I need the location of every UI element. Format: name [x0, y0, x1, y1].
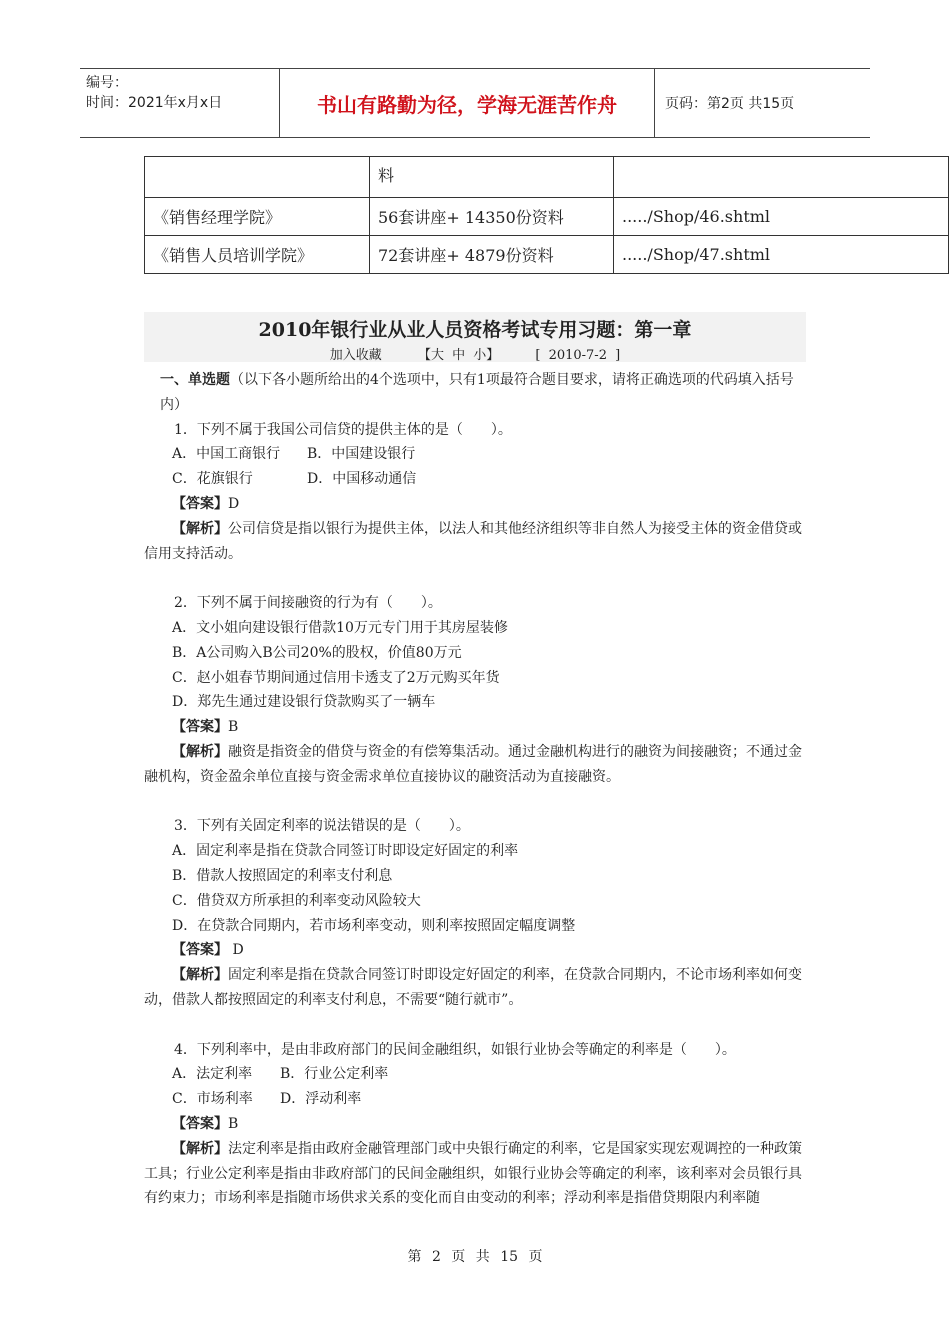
analysis-label: 【解析】	[172, 743, 228, 760]
page-header	[80, 68, 870, 138]
table-cell	[614, 157, 949, 198]
option: B．借款人按照固定的利率支付利息	[172, 867, 393, 884]
section-note: （以下各小题所给出的4个选项中，只有1项最符合题目要求，请将正确选项的代码填入括号内）	[160, 372, 794, 413]
add-favorite-link[interactable]: 加入收藏	[329, 348, 382, 363]
motto: 书山有路勤为径，学海无涯苦作舟	[280, 69, 655, 137]
analysis	[144, 517, 806, 567]
option: B．行业公定利率	[280, 1066, 389, 1083]
analysis	[144, 963, 806, 1013]
analysis	[144, 1137, 806, 1211]
question-stem: 3．下列有关固定利率的说法错误的是（ ）。	[174, 818, 470, 835]
spacer	[144, 1013, 806, 1038]
header-left-cell	[80, 69, 280, 137]
table-cell: 《销售经理学院》	[145, 198, 370, 236]
answer-line	[144, 492, 806, 517]
option: C．借贷双方所承担的利率变动风险较大	[172, 892, 421, 909]
answer-label: 【答案】	[172, 495, 228, 512]
answer-label: 【答案】	[172, 1115, 228, 1132]
table-row	[145, 157, 949, 198]
analysis-text: 固定利率是指在贷款合同签订时即设定好固定的利率，在贷款合同期内，不论市场利率如何变动，借款人都按照固定的利率支付利息，不需要“随行就市”。	[144, 967, 802, 1008]
table-cell	[145, 157, 370, 198]
answer-value: B	[228, 1115, 239, 1132]
table-cell: 《销售人员培训学院》	[145, 236, 370, 274]
option: D．浮动利率	[280, 1091, 362, 1108]
analysis-text: 融资是指资金的借贷与资金的有偿筹集活动。通过金融机构进行的融资为间接融资；不通过金融机构，资金盈余单位直接与资金需求单位直接协议的融资活动为直接融资。	[144, 743, 802, 785]
table-row	[145, 236, 949, 274]
spacer	[144, 566, 806, 591]
page-info: 页码：第2页 共15页	[665, 96, 795, 112]
answer-value: D	[228, 495, 240, 512]
time-label: 时间：2021年x月x日	[86, 95, 223, 111]
article-title: 2010年银行业从业人员资格考试专用习题：第一章	[258, 319, 692, 341]
option: D．在贷款合同期内，若市场利率变动，则利率按照固定幅度调整	[172, 917, 576, 934]
answer-label: 【答案】	[172, 719, 228, 736]
option-row	[144, 1087, 806, 1112]
section-heading: 一、单选题	[160, 372, 230, 388]
option: B．A公司购入B公司20%的股权，价值80万元	[172, 644, 462, 661]
font-size-switch[interactable]: 【大 中 小】	[417, 348, 500, 363]
option: C．赵小姐春节期间通过信用卡透支了2万元购买年货	[172, 669, 500, 686]
analysis	[144, 740, 806, 790]
question-stem: 2．下列不属于间接融资的行为有（ ）。	[174, 595, 442, 612]
table-row	[145, 198, 949, 236]
option: B．中国建设银行	[307, 446, 416, 463]
analysis-label: 【解析】	[172, 967, 228, 984]
answer-label: 【答案】	[172, 942, 228, 959]
option: D．郑先生通过建设银行贷款购买了一辆车	[172, 694, 436, 711]
option: A．法定利率	[172, 1066, 253, 1083]
option: C．市场利率	[172, 1091, 253, 1108]
analysis-label: 【解析】	[172, 1140, 228, 1157]
section-intro	[144, 368, 806, 418]
option-row	[144, 1062, 806, 1087]
table-cell: 料	[370, 157, 614, 198]
table-cell: 56套讲座+ 14350份资料	[370, 198, 614, 236]
analysis-text: 法定利率是指由政府金融管理部门或中央银行确定的利率，它是国家实现宏观调控的一种政策工具；行业公定利率是指由非政府部门的民间金融组织，如银行业协会等确定的利率，该利率对会员银行具有约束力；市场利率是指随市场供求关系的变化而自由变动的利率；浮动利率是指借贷期限内利率随	[144, 1140, 802, 1207]
option: D．中国移动通信	[307, 471, 417, 488]
option-row	[144, 442, 806, 467]
answer-value: B	[228, 719, 239, 736]
question-stem: 4．下列利率中，是由非政府部门的民间金融组织，如银行业协会等确定的利率是（ ）。	[174, 1041, 736, 1058]
option: A．固定利率是指在贷款合同签订时即设定好固定的利率	[172, 843, 519, 860]
analysis-text: 公司信贷是指以银行为提供主体，以法人和其他经济组织等非自然人为接受主体的资金借贷或信用支持活动。	[144, 520, 802, 562]
answer-line	[144, 1112, 806, 1137]
answer-value: D	[228, 942, 244, 959]
resource-table	[144, 156, 949, 274]
number-label: 编号：	[86, 75, 128, 91]
answer-line	[144, 938, 806, 963]
table-cell: 72套讲座+ 4879份资料	[370, 236, 614, 274]
article-toolbar	[144, 344, 806, 363]
answer-line	[144, 715, 806, 740]
option: A．中国工商银行	[172, 446, 281, 463]
table-link[interactable]: ...../Shop/46.shtml	[614, 198, 949, 236]
option: A．文小姐向建设银行借款10万元专门用于其房屋装修	[172, 619, 508, 636]
table-link[interactable]: ...../Shop/47.shtml	[614, 236, 949, 274]
option-row	[144, 467, 806, 492]
analysis-label: 【解析】	[172, 520, 228, 537]
question-stem: 1．下列不属于我国公司信贷的提供主体的是（ ）。	[174, 421, 512, 438]
option: C．花旗银行	[172, 471, 253, 488]
page-footer: 第 2 页 共 15 页	[407, 1249, 543, 1265]
article-body	[144, 368, 806, 1211]
article-date: [ 2010-7-2 ]	[535, 348, 621, 363]
spacer	[144, 790, 806, 815]
